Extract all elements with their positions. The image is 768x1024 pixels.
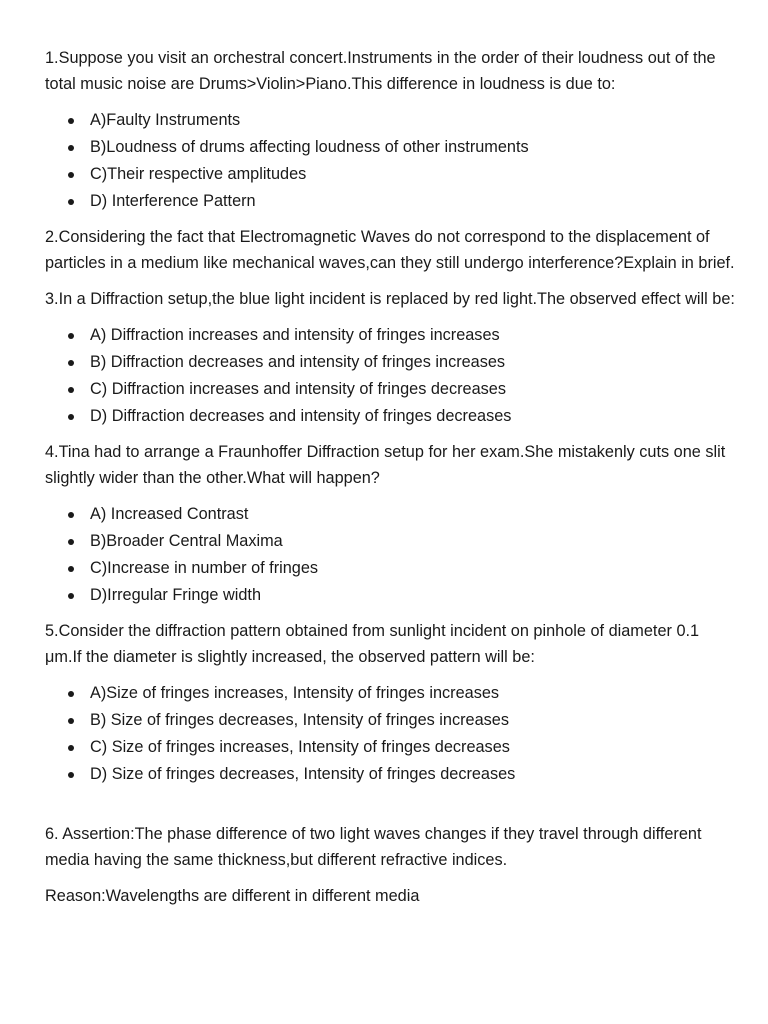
option-1a: A)Faulty Instruments: [45, 107, 738, 134]
question-3-options: [45, 322, 738, 430]
option-1c: C)Their respective amplitudes: [45, 161, 738, 188]
option-4b: B)Broader Central Maxima: [45, 528, 738, 555]
option-4d: D)Irregular Fringe width: [45, 582, 738, 609]
option-5d: D) Size of fringes decreases, Intensity of fringes decreases: [45, 761, 738, 788]
question-2-text: 2.Considering the fact that Electromagnetic Waves do not correspond to the displacement of particles in a medium like mechanical waves,can they still undergo interference?Explain in brief.: [45, 228, 735, 272]
question-5-options: [45, 680, 738, 788]
option-1d: D) Interference Pattern: [45, 188, 738, 215]
option-5c: C) Size of fringes increases, Intensity of fringes decreases: [45, 734, 738, 761]
option-4a: A) Increased Contrast: [45, 501, 738, 528]
question-4-options: [45, 501, 738, 609]
question-3-text: 3.In a Diffraction setup,the blue light incident is replaced by red light.The observed effect will be:: [45, 290, 735, 308]
question-5-text: 5.Consider the diffraction pattern obtained from sunlight incident on pinhole of diameter 0.1 μm.If the diameter is slightly increased, the observed pattern will be:: [45, 622, 700, 666]
question-1-text: 1.Suppose you visit an orchestral concert.Instruments in the order of their loudness out of the total music noise are Drums>Violin>Piano.This difference in loudness is due to:: [45, 49, 716, 93]
blank-line: [45, 797, 738, 821]
question-4-text: 4.Tina had to arrange a Fraunhoffer Diffraction setup for her exam.She mistakenly cuts one slit slightly wider than the other.What will happen?: [45, 443, 726, 487]
option-3c: C) Diffraction increases and intensity of fringes decreases: [45, 376, 738, 403]
option-5b: B) Size of fringes decreases, Intensity of fringes increases: [45, 707, 738, 734]
option-3b: B) Diffraction decreases and intensity of fringes increases: [45, 349, 738, 376]
option-1b: B)Loudness of drums affecting loudness of other instruments: [45, 134, 738, 161]
question-6-reason: Reason:Wavelengths are different in different media: [45, 887, 420, 905]
option-4c: C)Increase in number of fringes: [45, 555, 738, 582]
option-5a: A)Size of fringes increases, Intensity of fringes increases: [45, 680, 738, 707]
question-6-assertion: 6. Assertion:The phase difference of two light waves changes if they travel through different media having the same thickness,but different refractive indices.: [45, 825, 702, 869]
option-3a: A) Diffraction increases and intensity of fringes increases: [45, 322, 738, 349]
question-1-options: [45, 107, 738, 215]
option-3d: D) Diffraction decreases and intensity of fringes decreases: [45, 403, 738, 430]
